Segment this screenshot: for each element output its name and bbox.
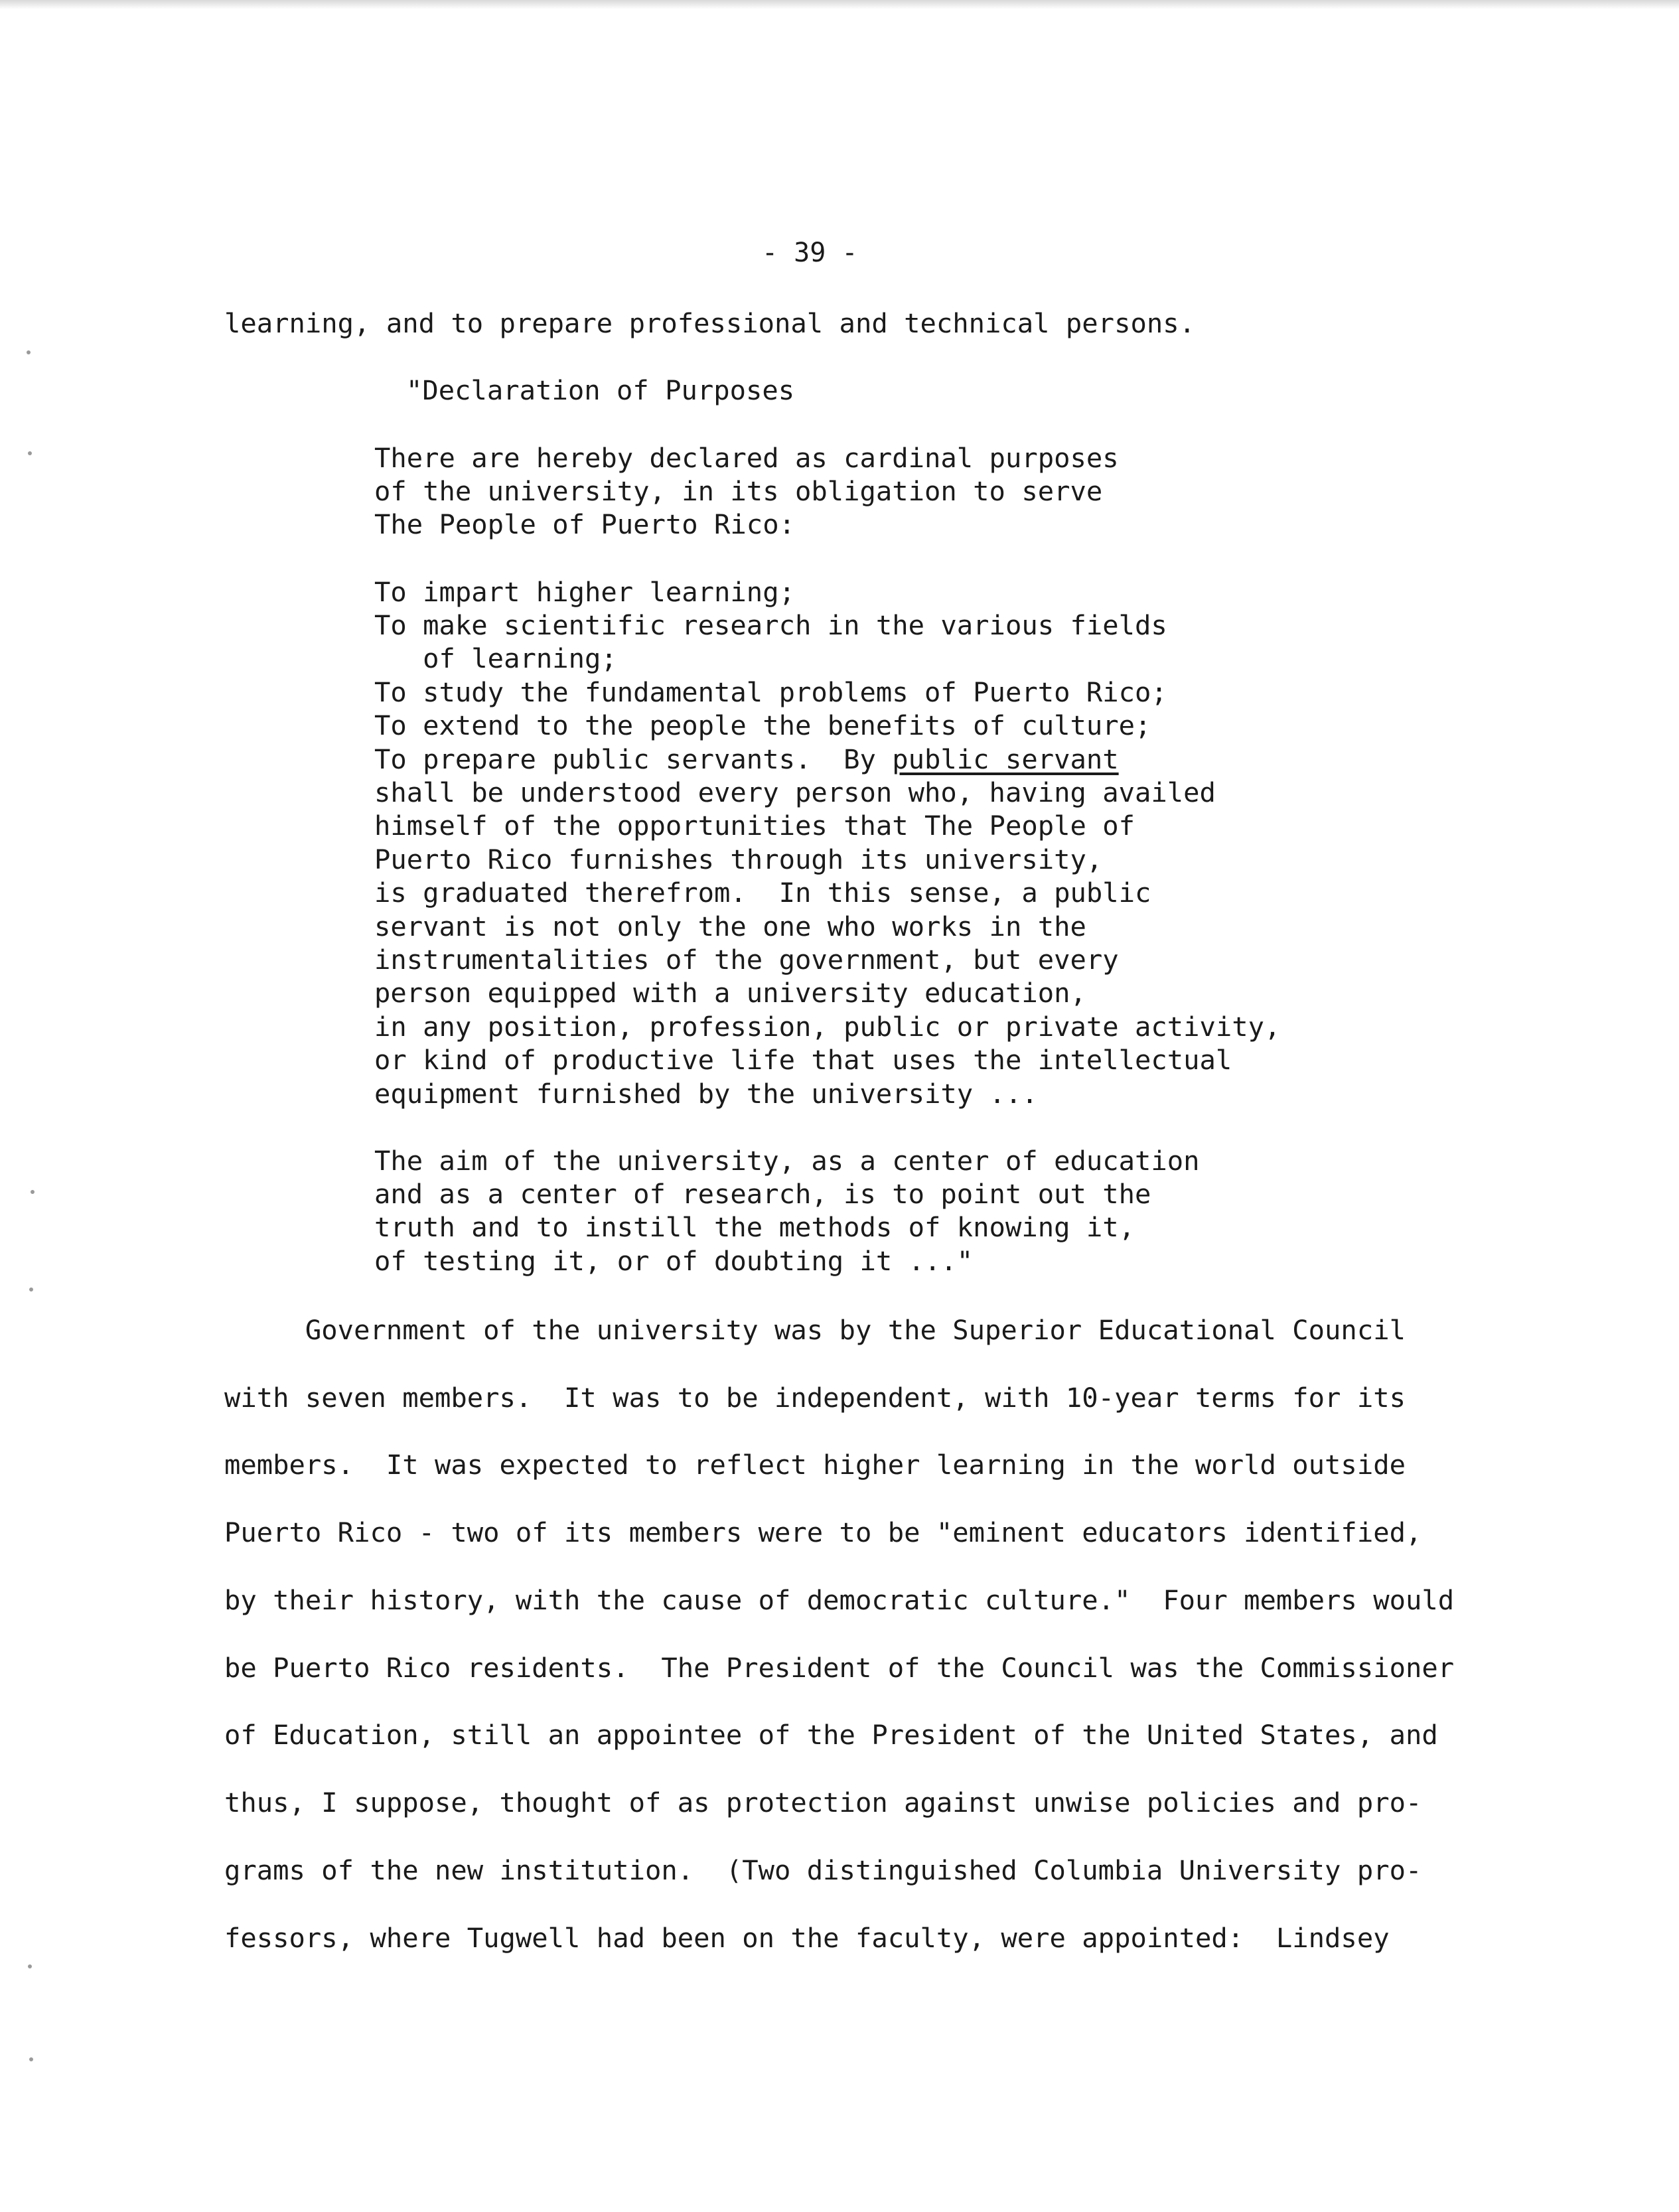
body-line: with seven members. It was to be independent, with 10-year terms for its [224, 1382, 1406, 1414]
body-line: by their history, with the cause of democratic culture." Four members would [224, 1584, 1455, 1616]
scan-speck [29, 2057, 33, 2061]
quote-line: shall be understood every person who, having availed [374, 776, 1216, 808]
quote-list-item: To extend to the people the benefits of culture; [374, 709, 1151, 741]
quote-list-item: of learning; [374, 642, 617, 674]
body-line: thus, I suppose, thought of as protection against unwise policies and pro- [224, 1787, 1422, 1818]
body-line: grams of the new institution. (Two distinguished Columbia University pro- [224, 1854, 1422, 1886]
quote-line: or kind of productive life that uses the intellectual [374, 1044, 1232, 1076]
quote-line: in any position, profession, public or private activity, [374, 1011, 1281, 1043]
scan-speck [28, 451, 32, 455]
quote-line: person equipped with a university education, [374, 977, 1086, 1009]
intro-line: learning, and to prepare professional and technical persons. [224, 307, 1195, 339]
scan-speck [29, 1288, 33, 1291]
quote-line: The People of Puerto Rico: [374, 508, 795, 540]
quote-line: equipment furnished by the university ... [374, 1078, 1038, 1110]
scan-speck [31, 1190, 35, 1194]
quote-line: of testing it, or of doubting it ..." [374, 1245, 974, 1277]
public-servant-lead: To prepare public servants. By [374, 743, 893, 775]
quote-line: himself of the opportunities that The People of [374, 810, 1135, 842]
quote-line: is graduated therefrom. In this sense, a public [374, 877, 1151, 909]
scan-top-edge [0, 0, 1679, 9]
quote-line: There are hereby declared as cardinal purposes [374, 442, 1119, 474]
page-number: - 39 - [762, 238, 858, 268]
quote-list-item: To make scientific research in the various fields [374, 609, 1167, 641]
body-line: be Puerto Rico residents. The President of the Council was the Commissioner [224, 1652, 1455, 1684]
quote-line: truth and to instill the methods of knowing it, [374, 1211, 1135, 1243]
quote-line: servant is not only the one who works in the [374, 911, 1086, 942]
quote-line: and as a center of research, is to point out the [374, 1178, 1151, 1210]
quote-heading: "Declaration of Purposes [406, 374, 795, 406]
body-line: members. It was expected to reflect higher learning in the world outside [224, 1449, 1406, 1481]
body-line: fessors, where Tugwell had been on the faculty, were appointed: Lindsey [224, 1922, 1390, 1954]
body-line: Government of the university was by the Superior Educational Council [224, 1314, 1406, 1346]
quote-line: of the university, in its obligation to serve [374, 475, 1103, 507]
quote-list-item: To study the fundamental problems of Puerto Rico; [374, 676, 1167, 708]
public-servant-line [374, 743, 1119, 775]
quote-line: Puerto Rico furnishes through its university, [374, 844, 1103, 875]
scan-speck [27, 350, 31, 354]
public-servant-term: public servant [892, 743, 1119, 775]
quote-list-item: To impart higher learning; [374, 576, 795, 608]
body-line: of Education, still an appointee of the President of the United States, and [224, 1719, 1438, 1751]
quote-line: The aim of the university, as a center of education [374, 1145, 1200, 1177]
body-line: Puerto Rico - two of its members were to be "eminent educators identified, [224, 1516, 1422, 1548]
quote-line: instrumentalities of the government, but every [374, 944, 1119, 976]
scan-speck [28, 1964, 32, 1968]
